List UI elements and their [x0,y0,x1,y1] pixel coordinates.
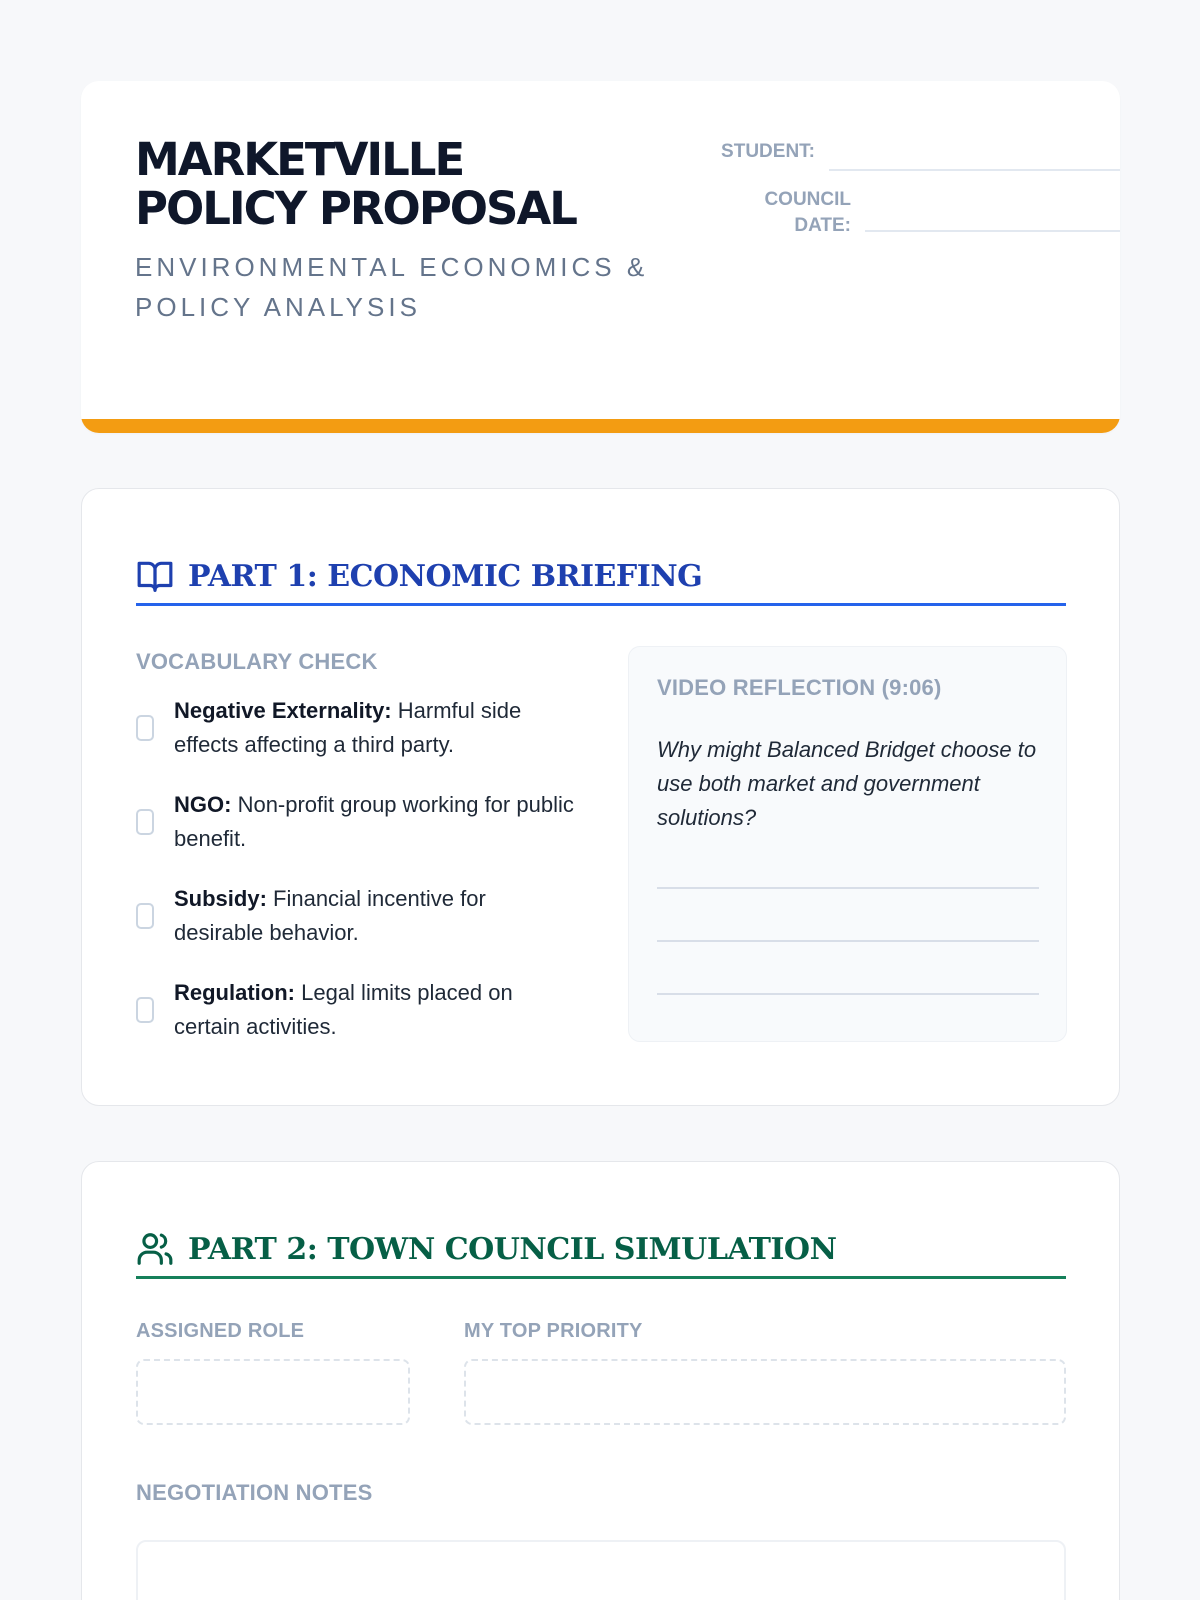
part2-heading [136,1220,1066,1278]
book-open-icon [136,556,176,596]
vocab-item [136,694,576,762]
video-reflection-box [628,646,1067,1042]
subtitle-line-2: POLICY ANALYSIS [135,292,421,322]
vocab-list [136,694,576,1070]
part2-divider [136,1276,1066,1279]
vocab-text [174,694,576,762]
top-priority-field[interactable] [464,1359,1066,1425]
reflection-question: Why might Balanced Bridget choose to use both market and government solutions? [657,737,1037,830]
vocab-term: Regulation: [174,980,295,1005]
vocab-term: Subsidy: [174,886,267,911]
title-line-1: MARKETVILLE [135,133,464,186]
assigned-role-label: ASSIGNED ROLE [136,1320,305,1342]
negotiation-notes-label: NEGOTIATION NOTES [136,1480,373,1505]
vocab-checkbox[interactable] [136,809,154,835]
part2-title: PART 2: TOWN COUNCIL SIMULATION [188,1231,837,1267]
part1-divider [136,603,1066,606]
reflection-answer-line[interactable] [657,940,1039,942]
assigned-role-field[interactable] [136,1359,410,1425]
users-icon [136,1229,176,1269]
vocab-checkbox[interactable] [136,715,154,741]
council-label: COUNCIL [764,189,851,210]
page-subtitle [135,247,655,327]
date-label: DATE: [794,215,851,236]
title-line-2: POLICY PROPOSAL [135,182,576,235]
vocab-definition: Harmful side effects affecting a third party. [174,698,522,757]
vocab-text [174,976,576,1044]
council-date-label [661,187,851,239]
vocab-term: NGO: [174,792,232,817]
vocab-item [136,882,576,950]
student-name-field[interactable] [829,169,1120,171]
part1-card [81,488,1120,1106]
student-label: STUDENT: [721,141,815,162]
page-title [135,135,655,233]
top-priority-label: MY TOP PRIORITY [464,1320,643,1342]
vocab-term: Negative Externality: [174,698,392,723]
vocab-checkbox[interactable] [136,997,154,1023]
subtitle-line-1: ENVIRONMENTAL ECONOMICS & [135,252,649,282]
part2-card [81,1161,1120,1600]
vocab-text [174,882,576,950]
vocab-definition: Legal limits placed on certain activities. [174,980,513,1039]
vocab-definition: Financial incentive for desirable behavior. [174,886,486,945]
part1-heading [136,547,1066,605]
reflection-answer-line[interactable] [657,887,1039,889]
vocab-item [136,788,576,856]
header-accent-bar [81,419,1120,433]
council-date-field[interactable] [865,230,1120,232]
negotiation-notes-field[interactable] [136,1540,1066,1600]
vocab-checkbox[interactable] [136,903,154,929]
vocab-text [174,788,576,856]
vocab-definition: Non-profit group working for public benefit. [174,792,574,851]
reflection-heading: VIDEO REFLECTION (9:06) [657,675,942,700]
part1-title: PART 1: ECONOMIC BRIEFING [188,558,703,594]
vocab-item [136,976,576,1044]
vocab-heading: VOCABULARY CHECK [136,649,378,674]
reflection-answer-line[interactable] [657,993,1039,995]
header-card [81,81,1120,433]
